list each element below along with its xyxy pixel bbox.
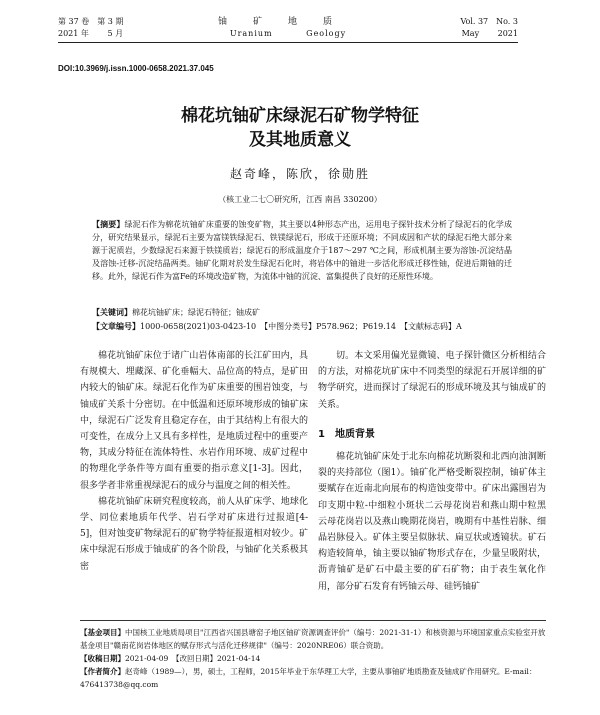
journal-name-en: Uranium Geology	[229, 29, 347, 38]
dates-note	[80, 652, 546, 665]
authors: 赵奇峰，陈欣，徐勋胜	[229, 167, 370, 181]
abstract	[92, 218, 512, 283]
abstract-label: 【摘要】	[92, 219, 125, 229]
abstract-text: 绿泥石作为棉花坑铀矿床重要的蚀变矿物，其主要以4种形态产出，运用电子探针技术分析了绿泥石的化学成分，研究结果显示，绿泥石主要为富镁铁绿泥石、铁镁绿泥石，形成于还原环境；不同成因和产状的绿泥石绝大部分来源于泥质岩，少数绿泥石来源于铁镁质岩；绿泥石的形成温度介于187～297 ℃之间，形成机制主要为溶蚀-沉淀结晶及溶蚀-迁移-沉淀结晶两类。铀矿化期对於发生绿泥石化时，将岩体中的铀进一步活化形成迁移性铀，促进后期铀的迁移。此外，绿泥石作为富Fe的环境改造矿物，为流体中铀的沉淀、富集提供了良好的还原性环境。	[92, 220, 512, 281]
header-center	[58, 16, 518, 40]
body-column-left	[80, 348, 308, 575]
volume-issue-cn: 第 37 卷 第 3 期	[58, 17, 124, 26]
date-en: May 2021	[461, 29, 518, 38]
author-bio-label: 【作者简介】	[80, 667, 125, 676]
funding-note	[80, 626, 546, 652]
paragraph: 棉花坑铀矿床处于北东向棉花坑断裂和北西向油洞断裂的夹持部位（图1）。铀矿化严格受断裂控制，铀矿体主要赋存在近南北向展布的构造蚀变带中。矿床出露围岩为印支期中粒-中细粒小斑状二云母花岗岩和燕山期中粒黑云母花岗岩以及燕山晚期花岗岩，晚期有中基性岩脉、细晶岩脉侵入。矿体主要呈似脉状、扁豆状或透镜状。矿石构造较简单，铀主要以铀矿物形式存在，少量呈吸附状，沥青铀矿是矿石中最主要的矿石矿物；由于表生氧化作用，部分矿石发育有钙铀云母、硅钙铀矿	[318, 452, 546, 592]
running-header	[58, 16, 518, 48]
author-bio-text: 赵奇峰（1989—），男，硕士，工程师，2015年毕业于东华理工大学，主要从事铀矿地质勘查及铀成矿作用研究。E-mail：476413738@qq.com	[80, 667, 537, 689]
header-rule	[58, 42, 518, 43]
body-column-right	[318, 348, 546, 595]
received-label: 【收稿日期】	[80, 654, 125, 663]
affiliation: （核工业二七〇研究所，江西 南昌 330200）	[218, 195, 382, 204]
funding-label: 【基金项目】	[80, 628, 125, 637]
funding-text: 中国核工业地质局项目"江西省兴国县塘窑子地区铀矿资源调查评价"（编号：2021-31-1）和核资源与环境国家重点实验室开放基金项目"赣南花岗岩体地区的赋存形式与活化迁移规律"（编号：2020NRE06）联合资助。	[80, 628, 546, 650]
title-line-2: 及其地质意义	[249, 130, 351, 150]
date-cn: 2021 年 5 月	[58, 29, 124, 38]
doi: DOI:10.3969/j.issn.1000-0658.2021.37.045	[58, 64, 214, 73]
paragraph: 棉花坑铀矿床研究程度较高，前人从矿床学、地球化学、同位素地质年代学、岩石学对矿床进行过报道[4-5]，但对蚀变矿物绿泥石的矿物学特征报道相对较少。矿床中绿泥石形成于铀成矿的各个阶段，与铀矿化关系极其密	[80, 496, 308, 572]
keywords	[92, 306, 512, 319]
paragraph: 棉花坑铀矿床位于诸广山岩体南部的长江矿田内，具有规模大、埋藏深、矿化垂幅大、品位高的特点，是矿田内较大的铀矿床。绿泥石化作为矿床重要的围岩蚀变，与铀成矿关系十分密切。在中低温和还原环境形成的铀矿床中，绿泥石广泛发育且稳定存在，由于其结构上有很大的可变性，在成分上又具有多样性，是地质过程中的重要产物，其成分特征在流体特性、水岩作用环境、成矿过程中的物理化学条件等方面有重要的指示意义[1-3]。因此，很多学者非常重视绿泥石的成分与温度之间的相关性。	[80, 351, 308, 491]
classification-label: 【文章编号】	[92, 321, 140, 331]
author-note	[80, 665, 546, 691]
footnotes	[80, 626, 546, 691]
header-right	[460, 16, 518, 40]
footnote-rule	[80, 620, 546, 621]
keywords-text: 棉花坑铀矿床；绿泥石特征；铀成矿	[132, 308, 260, 317]
section-heading: 1 地质背景	[318, 428, 375, 440]
classification-text: 1000-0658(2021)03-0423-10 【中图分类号】P578.962；P619.14 【文献标志码】A	[140, 322, 462, 331]
volume-issue-en: Vol. 37 No. 3	[460, 17, 518, 26]
received-text: 2021-04-09 【改回日期】2021-04-14	[125, 654, 261, 663]
classification	[92, 320, 512, 333]
keywords-label: 【关键词】	[92, 307, 132, 317]
paper-title	[0, 104, 600, 152]
journal-name-cn: 铀矿地质	[217, 17, 358, 27]
title-line-1: 棉花坑铀矿床绿泥石矿物学特征	[181, 106, 419, 126]
paragraph: 切。本文采用偏光显微镜、电子探针微区分析相结合的方法，对棉花坑矿床中不同类型的绿泥石开展详细的矿物学研究，进而探讨了绿泥石的形成环境及其与铀成矿的关系。	[318, 351, 546, 410]
